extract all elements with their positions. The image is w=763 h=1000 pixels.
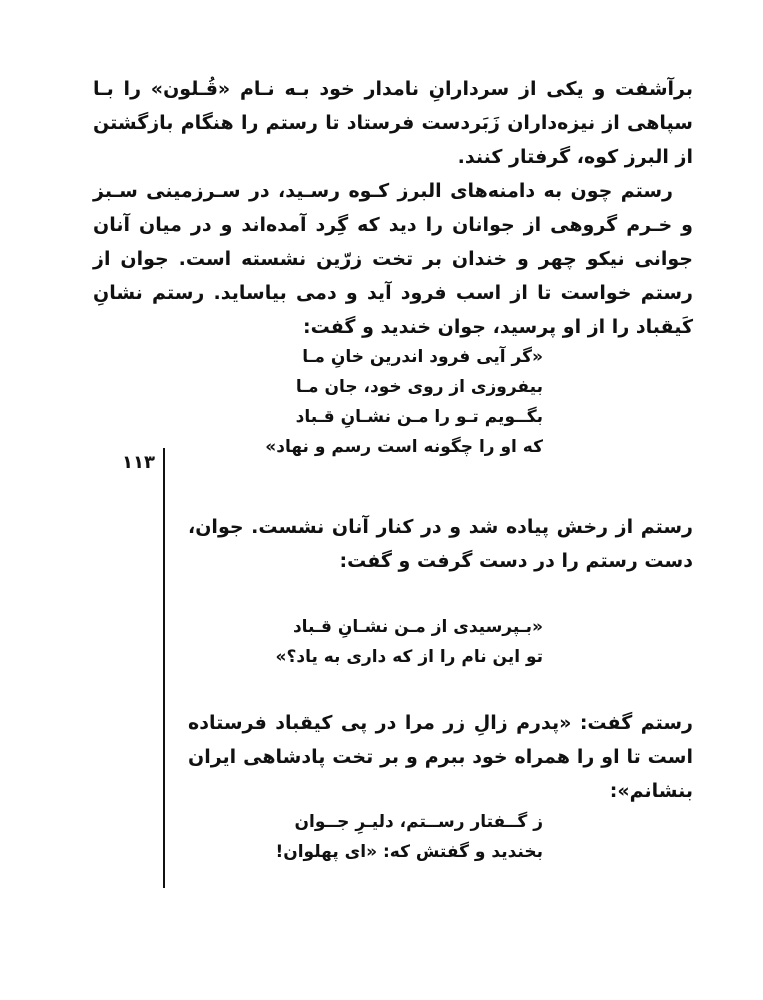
opening-text bbox=[93, 72, 693, 344]
verse-block-2 bbox=[276, 612, 544, 672]
paragraph-3: رستم از رخش پیاده شد و در کنار آنان نشست. جوان، دست رستم را در دست گرفت و گفت: bbox=[188, 516, 693, 572]
verse-block-3 bbox=[275, 807, 543, 867]
verse-line: «بـپرسیدی از مـن نشـانِ قـباد bbox=[292, 617, 543, 637]
paragraph-4-block bbox=[188, 706, 693, 808]
verse-line: بخندید و گفتش که: «ای پهلوان! bbox=[275, 842, 543, 862]
verse-line: ز گــفتار رســتم، دلیـرِ جــوان bbox=[294, 812, 543, 832]
paragraph-3-block bbox=[188, 510, 693, 578]
verse-line: که او را چگونه است رسم و نهاد» bbox=[265, 437, 543, 457]
paragraph-4: رستم گفت: «پدرم زالِ زر مرا در پی کیقباد فرستاده است تا او را همراه خود ببرم و بر تخت پادشاهی ایران بنشانم»: bbox=[188, 712, 693, 802]
paragraph-1: برآشفت و یکی از سردارانِ نامدار خود بـه نـام «قُـلون» را بـا سپاهی از نیزه‌داران زَبَردست فرستاد تا رستم را هنگام بازگشتن از البرز کوه، گرفتار کنند. bbox=[93, 78, 693, 168]
page-number: ۱۱۳ bbox=[122, 452, 155, 473]
verse-line: بگــویم تـو را مـن نشـانِ قـباد bbox=[295, 407, 543, 427]
paragraph-2: رستم چون به دامنه‌های البرز کـوه رسـید، در سـرزمینی سـبز و خـرم گروهی از جوانان را دید که گِرد آمده‌اند و در میان آنان جوانی نیکو چهر و خندان بر تخت زرّین نشسته است. جوان از رستم خواست تا از اسب فرود آید و دمی بیاساید. رستم نشانِ کَیقباد را از او پرسید، جوان خندید و گفت: bbox=[93, 180, 693, 338]
verse-line: بیفروزی از روی خود، جان مـا bbox=[295, 377, 543, 397]
verse-block-1 bbox=[265, 342, 543, 462]
margin-rule bbox=[163, 448, 165, 888]
verse-line: «گر آیی فرود اندرین خانِ مـا bbox=[302, 347, 543, 367]
verse-line: تو این نام را از که داری به یاد؟» bbox=[275, 647, 543, 667]
